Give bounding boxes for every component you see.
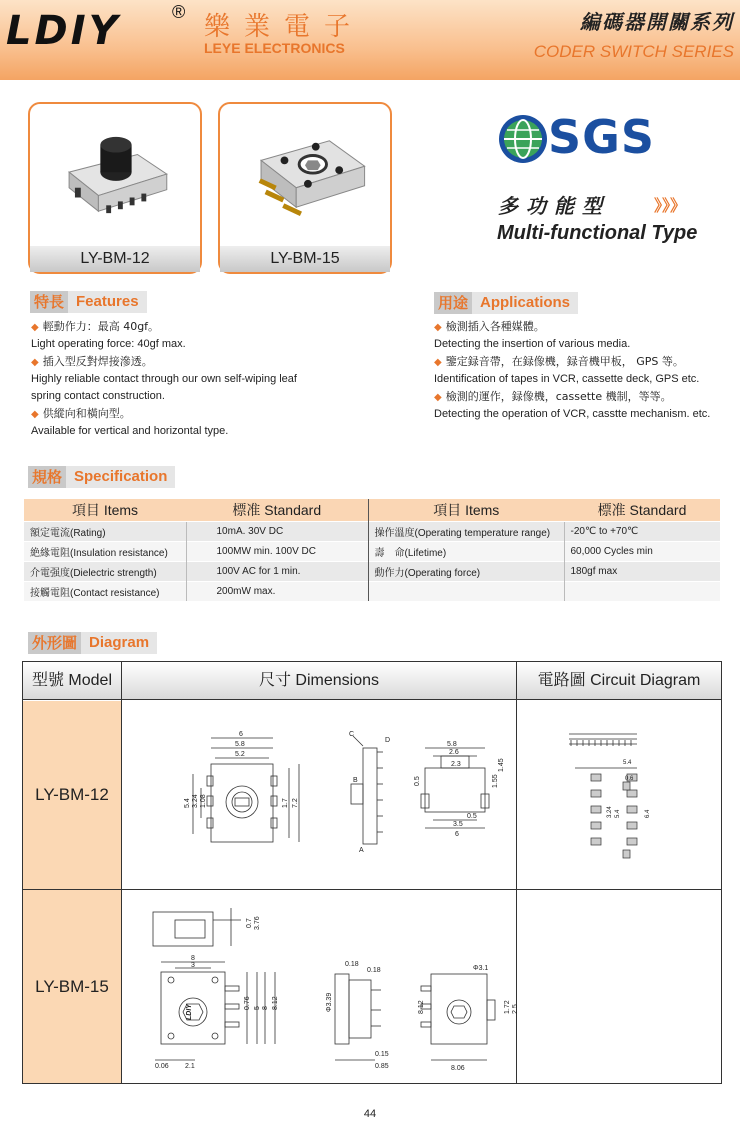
dim-label: 2.6 — [449, 749, 459, 756]
dim-label: Φ3.1 — [473, 965, 489, 972]
dim-label: 8 — [262, 1006, 269, 1010]
chevron-right-icon: 》》》 — [654, 198, 687, 215]
applications-line-text: 檢測的運作，録像機，cassette 機制，等等。 — [445, 390, 672, 403]
applications-line-text: Detecting the operation of VCR, casstte mechanism. etc. — [434, 408, 711, 420]
features-line — [31, 388, 411, 405]
dim-label: 0.85 — [375, 1063, 389, 1070]
dim-label: C — [349, 731, 355, 738]
sgs-logo-text: SGS — [548, 110, 656, 164]
features-line-text: Light operating force: 40gf max. — [31, 338, 186, 350]
product-label-bm12: LY-BM-12 — [30, 246, 200, 272]
dim-label: 0.18 — [367, 967, 381, 974]
product-label-bm15: LY-BM-15 — [220, 246, 390, 272]
dim-label: 3 — [191, 962, 195, 969]
applications-list — [434, 318, 734, 423]
dim-label: 3.24 — [192, 794, 199, 808]
specification-table — [24, 499, 720, 601]
dim-label: 0.18 — [345, 961, 359, 968]
spec-cell: 操作溫度(Operating temperature range) — [368, 521, 564, 541]
dim-label: 0.6 — [625, 776, 634, 782]
features-section-header — [30, 291, 147, 313]
diamond-bullet-icon: ◆ — [31, 409, 39, 420]
applications-line — [434, 388, 734, 406]
company-name-cn: 樂業電子 — [204, 12, 365, 42]
column-divider — [516, 662, 517, 1083]
dim-label: 8.12 — [418, 1000, 425, 1014]
dim-label: 1.7 — [282, 798, 289, 808]
dim-label: 5.4 — [184, 798, 191, 808]
dim-label: 3.76 — [254, 916, 261, 930]
dim-label: 1.72 — [504, 1000, 511, 1014]
dim-label: 3.24 — [607, 806, 613, 818]
diamond-bullet-icon: ◆ — [434, 392, 442, 403]
table-row — [24, 581, 720, 601]
dim-label: D — [385, 737, 391, 744]
features-line — [31, 371, 411, 388]
table-row — [24, 521, 720, 541]
dim-label: 1.55 — [492, 774, 499, 788]
column-divider — [121, 662, 122, 1083]
specification-section-header — [28, 466, 175, 488]
registered-mark: ® — [172, 2, 186, 22]
type-title-cn: 多功能型 — [498, 194, 610, 218]
diagram-table — [22, 661, 722, 1084]
diamond-bullet-icon: ◆ — [31, 322, 39, 333]
features-title-en: Features — [68, 291, 147, 313]
spec-cell: 絶緣電阻(Insulation resistance) — [24, 541, 186, 561]
brand-logo: LDIY — [6, 8, 121, 54]
spec-header-standard-2: 標准 Standard — [564, 499, 720, 521]
spec-cell: -20℃ to +70℃ — [564, 521, 720, 541]
table-row — [24, 541, 720, 561]
dim-label: 3.5 — [453, 821, 463, 828]
dim-label: 6 — [455, 831, 459, 838]
applications-line — [434, 371, 734, 388]
dim-label: A — [359, 847, 364, 854]
applications-section-header — [434, 292, 578, 314]
dim-label: 5.2 — [235, 751, 245, 758]
spec-cell: 額定電流(Rating) — [24, 521, 186, 541]
dim-label: 5.4 — [615, 809, 621, 818]
spec-cell — [564, 581, 720, 601]
spec-header-items-1: 項目 Items — [24, 499, 186, 521]
dim-label: 1.08 — [200, 794, 207, 808]
applications-line — [434, 336, 734, 353]
type-title-en: Multi-functional Type — [497, 222, 698, 244]
features-line-text: 供縱向和橫向型。 — [42, 407, 131, 420]
dim-label: 7.2 — [292, 798, 299, 808]
page-number: 44 — [363, 1108, 377, 1120]
model-cell-bm15: LY-BM-15 — [23, 890, 121, 1083]
dim-label: 5 — [254, 1006, 261, 1010]
company-name-en: LEYE ELECTRONICS — [204, 40, 345, 56]
series-title-cn: 編碼器開關系列 — [580, 10, 734, 34]
features-line — [31, 405, 411, 423]
applications-line-text: 檢測插入各種媒體。 — [445, 320, 545, 333]
dim-label: 5.8 — [447, 741, 457, 748]
features-title-cn: 特長 — [30, 291, 68, 313]
features-line — [31, 423, 411, 440]
dim-label: 8.12 — [272, 996, 279, 1010]
product-photo-bm15 — [220, 104, 390, 248]
spec-cell: 介電强度(Dielectric strength) — [24, 561, 186, 581]
features-line-text: Available for vertical and horizontal type. — [31, 425, 229, 437]
spec-cell: 接觸電阻(Contact resistance) — [24, 581, 186, 601]
specification-title-cn: 規格 — [28, 466, 66, 488]
spec-header-row — [24, 499, 720, 521]
dim-label: 8 — [191, 955, 195, 962]
features-line — [31, 353, 411, 371]
dim-label: 1.45 — [498, 758, 505, 772]
spec-cell: 200mW max. — [186, 581, 368, 601]
spec-cell: 100V AC for 1 min. — [186, 561, 368, 581]
diagram-header-model: 型號 Model — [23, 662, 121, 700]
bm12-circuit-diagram — [561, 726, 681, 876]
dim-label: 0.76 — [244, 996, 251, 1010]
product-card-bm15 — [218, 102, 392, 274]
features-list — [31, 318, 411, 440]
dim-label: 6 — [239, 731, 243, 738]
spec-cell: 180gf max — [564, 561, 720, 581]
applications-title-en: Applications — [472, 292, 578, 314]
diagram-header-dimensions: 尺寸 Dimensions — [122, 662, 516, 700]
dim-label: Φ3.39 — [326, 992, 333, 1012]
spec-header-standard-1: 標准 Standard — [186, 499, 368, 521]
dim-label: B — [353, 777, 358, 784]
row-divider — [23, 889, 721, 890]
spec-cell: 60,000 Cycles min — [564, 541, 720, 561]
dim-label: 0.06 — [155, 1063, 169, 1070]
features-line-text: Highly reliable contact through our own self-wiping leaf — [31, 373, 297, 385]
applications-line — [434, 406, 734, 423]
specification-title-en: Specification — [66, 466, 175, 488]
diagram-header-circuit: 電路圖 Circuit Diagram — [517, 662, 721, 700]
diamond-bullet-icon: ◆ — [31, 357, 39, 368]
dim-label: 8.06 — [451, 1065, 465, 1072]
features-line-text: 插入型反對焊接滲透。 — [42, 355, 153, 368]
dim-label: 0.5 — [414, 776, 421, 786]
features-line-text: 輕動作力：最高 40gf。 — [42, 320, 160, 333]
product-card-bm12 — [28, 102, 202, 274]
spec-cell: 100MW min. 100V DC — [186, 541, 368, 561]
page-header — [0, 0, 740, 80]
spec-header-items-2: 項目 Items — [368, 499, 564, 521]
dim-label: 6.4 — [645, 809, 651, 818]
features-line-text: spring contact construction. — [31, 390, 165, 402]
product-photo-bm12 — [30, 104, 200, 248]
applications-line — [434, 318, 734, 336]
features-line — [31, 336, 411, 353]
dim-label: 5.4 — [623, 760, 632, 766]
dim-label: 5.8 — [235, 741, 245, 748]
bm12-dimension-drawing — [163, 728, 503, 888]
diagram-title-cn: 外形圖 — [28, 632, 81, 654]
diagram-title-en: Diagram — [81, 632, 157, 654]
applications-title-cn: 用途 — [434, 292, 472, 314]
applications-line-text: 鑒定録音帶，在録像機，録音機甲板， GPS 等。 — [445, 355, 684, 368]
bm15-logo-text: LDIY — [186, 1004, 193, 1020]
spec-cell: 壽 命(Lifetime) — [368, 541, 564, 561]
dim-label: 2.3 — [451, 761, 461, 768]
dim-label: 0.15 — [375, 1051, 389, 1058]
series-title-en: CODER SWITCH SERIES — [533, 42, 734, 61]
spec-cell — [368, 581, 564, 601]
dim-label: 2.1 — [185, 1063, 195, 1070]
table-row — [24, 561, 720, 581]
bm15-dimension-drawing — [135, 900, 519, 1082]
diamond-bullet-icon: ◆ — [434, 322, 442, 333]
applications-line-text: Identification of tapes in VCR, cassette deck, GPS etc. — [434, 373, 700, 385]
dim-label: 0.7 — [246, 918, 253, 928]
spec-cell: 動作力(Operating force) — [368, 561, 564, 581]
features-line — [31, 318, 411, 336]
applications-line-text: Detecting the insertion of various media. — [434, 338, 631, 350]
applications-line — [434, 353, 734, 371]
dim-label: 0.5 — [467, 813, 477, 820]
spec-cell: 10mA. 30V DC — [186, 521, 368, 541]
model-cell-bm12: LY-BM-12 — [23, 701, 121, 889]
diagram-section-header — [28, 632, 157, 654]
diamond-bullet-icon: ◆ — [434, 357, 442, 368]
dim-label: 2.5 — [512, 1004, 519, 1014]
